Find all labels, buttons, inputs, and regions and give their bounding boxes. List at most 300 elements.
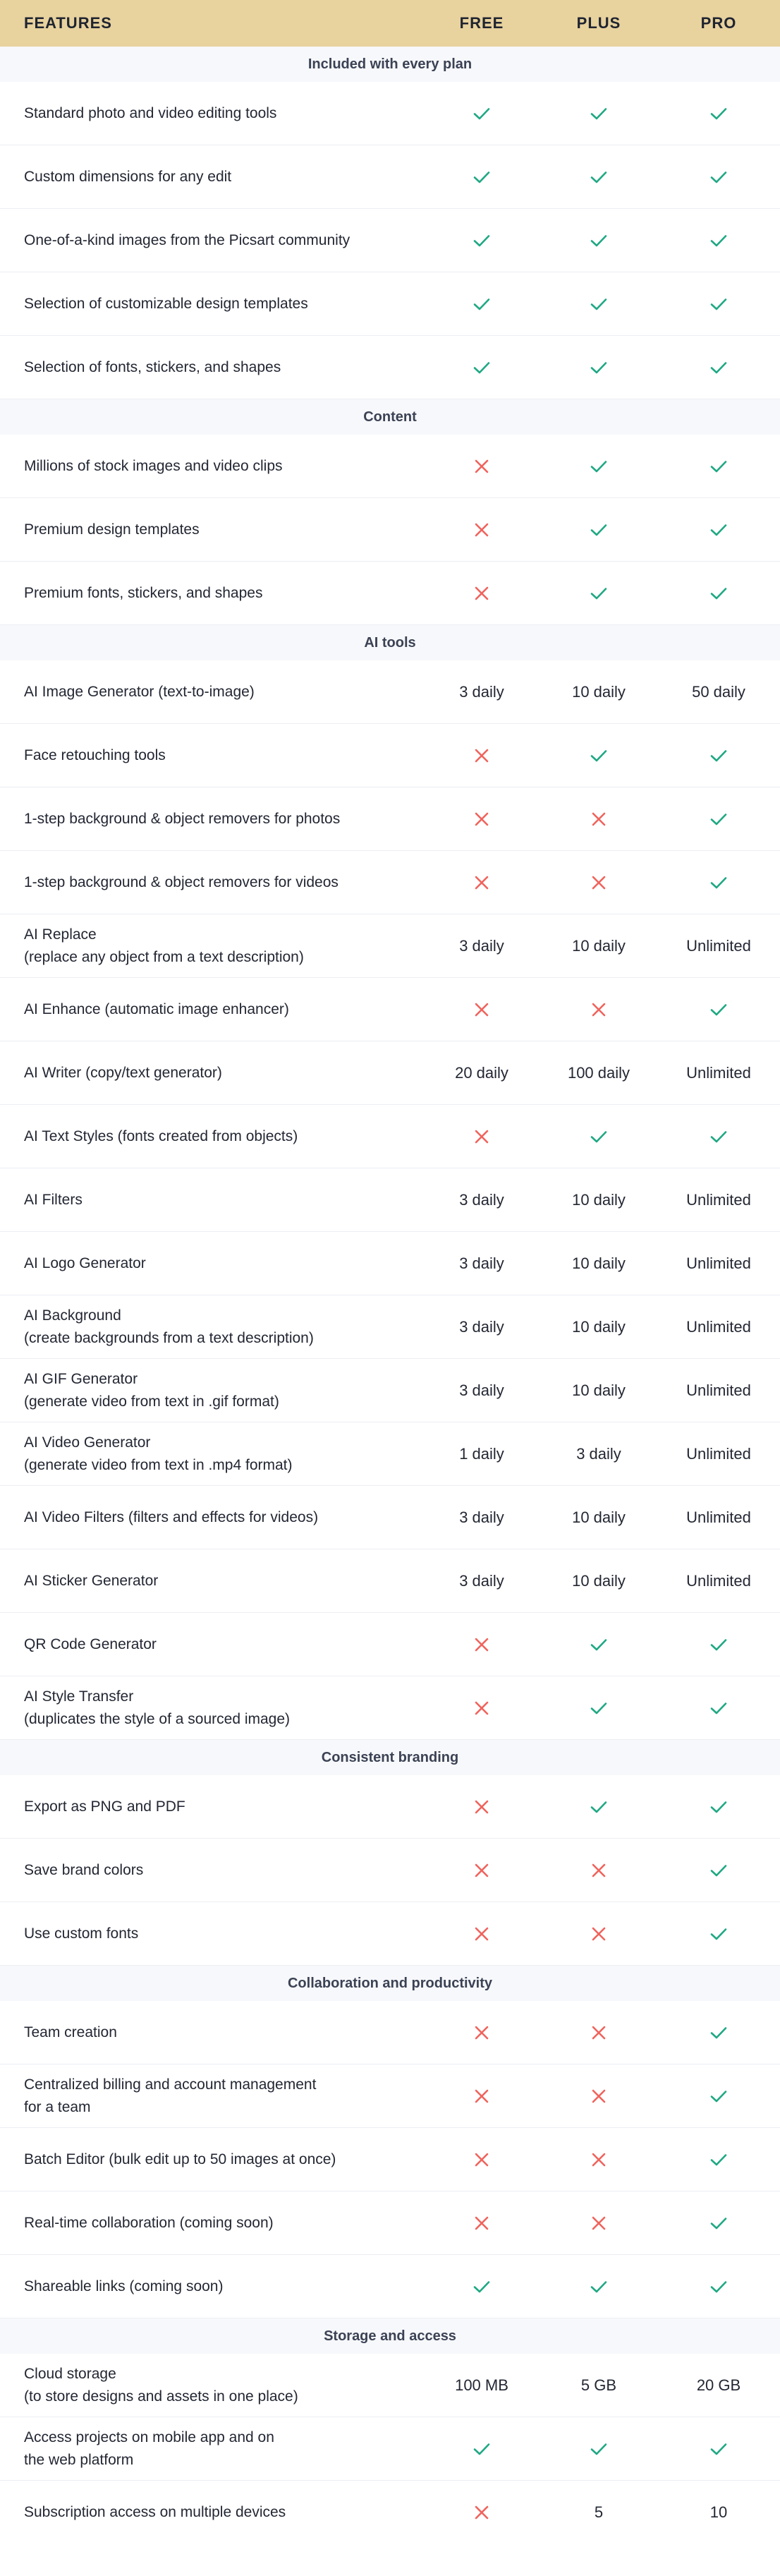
cross-icon	[471, 1796, 492, 1818]
plan-pro-value: Unlimited	[686, 1190, 751, 1209]
check-icon	[588, 357, 609, 378]
cross-icon	[471, 745, 492, 766]
feature-name	[0, 1368, 423, 1413]
feature-line: AI Style Transfer	[24, 1688, 134, 1705]
check-icon	[588, 167, 609, 188]
plan-plus-value: 10 daily	[572, 1508, 626, 1526]
feature-name	[0, 102, 423, 125]
feature-line: Face retouching tools	[24, 746, 166, 763]
table-row	[0, 2354, 780, 2417]
plan-plus-value: 10 daily	[572, 1254, 626, 1272]
check-icon	[588, 103, 609, 124]
check-icon	[657, 230, 780, 251]
table-row	[0, 82, 780, 145]
cross-icon	[588, 872, 609, 893]
header-features: FEATURES	[24, 14, 112, 32]
check-icon	[657, 745, 780, 766]
cross-icon	[588, 809, 609, 830]
feature-line: AI Video Generator	[24, 1434, 151, 1451]
cross-icon	[471, 809, 492, 830]
feature-line: Premium design templates	[24, 521, 200, 538]
feature-line: AI Sticker Generator	[24, 1572, 159, 1589]
check-icon	[708, 2086, 729, 2107]
check-icon	[708, 999, 729, 1020]
check-icon	[708, 2022, 729, 2043]
check-icon	[657, 2276, 780, 2297]
plan-free-value: 100 MB	[455, 2376, 508, 2394]
plan-plus-value: 10 daily	[572, 1381, 626, 1399]
check-icon	[657, 456, 780, 477]
table-row	[0, 498, 780, 562]
feature-name	[0, 808, 423, 830]
check-icon	[657, 1796, 780, 1818]
table-row	[0, 272, 780, 336]
cross-icon	[471, 1860, 492, 1881]
cross-icon	[423, 745, 540, 766]
cross-icon	[588, 1860, 609, 1881]
check-icon	[471, 2276, 492, 2297]
feature-name	[0, 1686, 423, 1731]
check-icon	[657, 2149, 780, 2170]
table-row	[0, 435, 780, 498]
feature-line: AI Background	[24, 1307, 121, 1324]
cross-icon	[471, 2213, 492, 2234]
feature-name	[0, 1189, 423, 1211]
cross-icon	[423, 583, 540, 604]
section-heading: Collaboration and productivity	[0, 1966, 780, 2001]
cross-icon	[471, 2149, 492, 2170]
plan-plus-value: 5 GB	[580, 2376, 617, 2394]
check-icon	[708, 519, 729, 540]
check-icon	[423, 2438, 540, 2460]
check-icon	[657, 167, 780, 188]
feature-line: Cloud storage	[24, 2365, 116, 2382]
plan-free-value: 3 daily	[459, 682, 504, 701]
table-row	[0, 2481, 780, 2544]
table-row	[0, 2255, 780, 2318]
check-icon	[657, 583, 780, 604]
plan-free-value: 3 daily	[459, 1317, 504, 1336]
table-row	[0, 1105, 780, 1168]
cross-icon	[540, 1923, 657, 1945]
plan-free-value: 3 daily	[459, 1190, 504, 1209]
table-row	[0, 978, 780, 1041]
check-icon	[708, 1923, 729, 1945]
feature-line: AI Replace	[24, 926, 97, 943]
section-heading: AI tools	[0, 625, 780, 660]
check-icon	[708, 2149, 729, 2170]
table-row	[0, 209, 780, 272]
check-icon	[657, 357, 780, 378]
plan-free-value: 3 daily	[459, 1254, 504, 1272]
cross-icon	[471, 2502, 492, 2523]
feature-name	[0, 229, 423, 252]
feature-name	[0, 1570, 423, 1592]
check-icon	[540, 583, 657, 604]
plan-plus-value: 10 daily	[572, 1571, 626, 1590]
cross-icon	[540, 809, 657, 830]
feature-line: Selection of customizable design templates	[24, 295, 308, 312]
feature-line: One-of-a-kind images from the Picsart community	[24, 231, 351, 248]
check-icon	[588, 1634, 609, 1655]
feature-name	[0, 924, 423, 969]
feature-line: QR Code Generator	[24, 1635, 157, 1652]
table-row	[0, 1775, 780, 1839]
feature-name	[0, 1305, 423, 1350]
feature-name	[0, 2275, 423, 2298]
cross-icon	[471, 999, 492, 1020]
table-row	[0, 1486, 780, 1549]
feature-line: AI Logo Generator	[24, 1254, 146, 1271]
check-icon	[708, 294, 729, 315]
feature-name	[0, 1062, 423, 1084]
feature-line: Centralized billing and account management	[24, 2076, 317, 2093]
feature-name	[0, 1633, 423, 1656]
table-row	[0, 724, 780, 787]
cross-icon	[423, 1634, 540, 1655]
cross-icon	[471, 1634, 492, 1655]
check-icon	[588, 745, 609, 766]
cross-icon	[423, 2149, 540, 2170]
cross-icon	[471, 456, 492, 477]
cross-icon	[423, 872, 540, 893]
feature-line: Batch Editor (bulk edit up to 50 images at once)	[24, 2151, 336, 2167]
feature-name	[0, 1796, 423, 1818]
table-row	[0, 787, 780, 851]
check-icon	[588, 2438, 609, 2460]
table-row	[0, 851, 780, 914]
check-icon	[423, 230, 540, 251]
plan-plus-value: 10 daily	[572, 1190, 626, 1209]
cross-icon	[423, 809, 540, 830]
check-icon	[540, 456, 657, 477]
cross-icon	[471, 1126, 492, 1147]
check-icon	[423, 103, 540, 124]
plan-free-value: 1 daily	[459, 1444, 504, 1463]
cross-icon	[423, 1126, 540, 1147]
check-icon	[708, 583, 729, 604]
plan-plus-value: 100 daily	[567, 1063, 630, 1082]
check-icon	[588, 230, 609, 251]
check-icon	[708, 357, 729, 378]
table-row	[0, 660, 780, 724]
cross-icon	[423, 1860, 540, 1881]
check-icon	[708, 1796, 729, 1818]
plan-pro-value: Unlimited	[686, 1381, 751, 1399]
check-icon	[708, 1126, 729, 1147]
section-heading: Storage and access	[0, 2318, 780, 2354]
check-icon	[423, 357, 540, 378]
cross-icon	[588, 2213, 609, 2234]
feature-name	[0, 871, 423, 894]
feature-name	[0, 2074, 423, 2119]
feature-line: 1-step background & object removers for videos	[24, 873, 339, 890]
feature-name	[0, 681, 423, 703]
check-icon	[588, 519, 609, 540]
check-icon	[708, 2276, 729, 2297]
check-icon	[540, 230, 657, 251]
feature-line: Save brand colors	[24, 1861, 144, 1878]
feature-line: the web platform	[24, 2451, 134, 2468]
check-icon	[708, 103, 729, 124]
check-icon	[540, 745, 657, 766]
cross-icon	[423, 2213, 540, 2234]
check-icon	[588, 1796, 609, 1818]
cross-icon	[423, 1698, 540, 1719]
check-icon	[588, 456, 609, 477]
check-icon	[540, 1796, 657, 1818]
plan-free-value: 3 daily	[459, 1571, 504, 1590]
cross-icon	[588, 2086, 609, 2107]
check-icon	[657, 519, 780, 540]
plan-pro-value: Unlimited	[686, 1254, 751, 1272]
cross-icon	[588, 2149, 609, 2170]
cross-icon	[540, 2149, 657, 2170]
check-icon	[708, 1860, 729, 1881]
check-icon	[471, 294, 492, 315]
table-row	[0, 1839, 780, 1902]
cross-icon	[471, 872, 492, 893]
check-icon	[708, 745, 729, 766]
check-icon	[588, 1698, 609, 1719]
check-icon	[471, 2438, 492, 2460]
feature-name	[0, 455, 423, 478]
table-row	[0, 2191, 780, 2255]
feature-line: Team creation	[24, 2024, 117, 2040]
cross-icon	[423, 2502, 540, 2523]
table-row	[0, 1168, 780, 1232]
check-icon	[423, 294, 540, 315]
feature-line: AI Video Filters (filters and effects for videos)	[24, 1508, 319, 1525]
check-icon	[708, 1634, 729, 1655]
cross-icon	[540, 1860, 657, 1881]
table-row	[0, 1359, 780, 1422]
cross-icon	[423, 1923, 540, 1945]
table-row	[0, 145, 780, 209]
check-icon	[657, 2086, 780, 2107]
plan-pro-value: Unlimited	[686, 1317, 751, 1336]
feature-line: Custom dimensions for any edit	[24, 168, 232, 185]
table-row	[0, 1549, 780, 1613]
feature-name	[0, 744, 423, 767]
check-icon	[657, 103, 780, 124]
cross-icon	[423, 1796, 540, 1818]
check-icon	[708, 872, 729, 893]
feature-line: AI Text Styles (fonts created from objects)	[24, 1127, 298, 1144]
table-row	[0, 2064, 780, 2128]
cross-icon	[471, 2086, 492, 2107]
header-pro: PRO	[700, 14, 737, 32]
feature-line: (generate video from text in .mp4 format)	[24, 1456, 293, 1473]
feature-name	[0, 519, 423, 541]
feature-line: AI GIF Generator	[24, 1370, 138, 1387]
feature-line: Use custom fonts	[24, 1925, 139, 1942]
feature-line: (replace any object from a text description)	[24, 948, 304, 965]
feature-line: (create backgrounds from a text description)	[24, 1329, 314, 1346]
feature-line: for a team	[24, 2098, 91, 2115]
cross-icon	[540, 2022, 657, 2043]
cross-icon	[423, 999, 540, 1020]
cross-icon	[540, 999, 657, 1020]
plan-plus-value: 3 daily	[576, 1444, 621, 1463]
feature-name	[0, 356, 423, 379]
feature-name	[0, 2363, 423, 2408]
check-icon	[423, 2276, 540, 2297]
table-row	[0, 1422, 780, 1486]
plan-free-value: 20 daily	[455, 1063, 508, 1082]
table-row	[0, 562, 780, 625]
feature-line: (duplicates the style of a sourced image)	[24, 1710, 291, 1727]
check-icon	[708, 2438, 729, 2460]
feature-name	[0, 293, 423, 315]
check-icon	[657, 809, 780, 830]
plan-plus-value: 10 daily	[572, 1317, 626, 1336]
check-icon	[657, 2022, 780, 2043]
check-icon	[708, 230, 729, 251]
check-icon	[708, 809, 729, 830]
feature-line: Shareable links (coming soon)	[24, 2278, 224, 2294]
check-icon	[657, 1126, 780, 1147]
feature-name	[0, 1506, 423, 1529]
cross-icon	[540, 2213, 657, 2234]
plan-plus-value: 10 daily	[572, 682, 626, 701]
feature-name	[0, 2021, 423, 2044]
plan-free-value: 3 daily	[459, 936, 504, 955]
section-heading: Content	[0, 399, 780, 435]
cross-icon	[471, 1698, 492, 1719]
feature-line: Millions of stock images and video clips	[24, 457, 283, 474]
check-icon	[540, 1126, 657, 1147]
cross-icon	[588, 2022, 609, 2043]
table-row	[0, 2001, 780, 2064]
feature-name	[0, 2501, 423, 2524]
plan-pro-value: 20 GB	[696, 2376, 741, 2394]
check-icon	[423, 167, 540, 188]
feature-line: Subscription access on multiple devices	[24, 2504, 286, 2520]
check-icon	[657, 2213, 780, 2234]
table-row	[0, 1295, 780, 1359]
header-plus: PLUS	[576, 14, 621, 32]
check-icon	[471, 357, 492, 378]
check-icon	[708, 167, 729, 188]
section-heading: Consistent branding	[0, 1740, 780, 1775]
cross-icon	[423, 519, 540, 540]
plan-pro-value: 10	[709, 2503, 728, 2521]
check-icon	[657, 2438, 780, 2460]
feature-line: (generate video from text in .gif format)	[24, 1393, 279, 1410]
plan-pro-value: 50 daily	[692, 682, 745, 701]
cross-icon	[471, 519, 492, 540]
cross-icon	[540, 872, 657, 893]
feature-name	[0, 2426, 423, 2472]
check-icon	[540, 167, 657, 188]
table-body	[0, 47, 780, 2544]
plan-pro-value: Unlimited	[686, 1063, 751, 1082]
plan-free-value: 3 daily	[459, 1508, 504, 1526]
feature-name	[0, 582, 423, 605]
table-row	[0, 1613, 780, 1676]
feature-line: Standard photo and video editing tools	[24, 104, 277, 121]
feature-line: Premium fonts, stickers, and shapes	[24, 584, 263, 601]
check-icon	[471, 230, 492, 251]
check-icon	[657, 1923, 780, 1945]
table-row	[0, 2128, 780, 2191]
cross-icon	[471, 1923, 492, 1945]
check-icon	[588, 1126, 609, 1147]
plan-free-value: 3 daily	[459, 1381, 504, 1399]
feature-line: AI Filters	[24, 1191, 83, 1208]
table-row	[0, 336, 780, 399]
cross-icon	[423, 456, 540, 477]
feature-name	[0, 1923, 423, 1945]
cross-icon	[588, 999, 609, 1020]
feature-name	[0, 166, 423, 188]
check-icon	[540, 294, 657, 315]
check-icon	[588, 294, 609, 315]
section-heading: Included with every plan	[0, 47, 780, 82]
cross-icon	[423, 2086, 540, 2107]
feature-line: AI Writer (copy/text generator)	[24, 1064, 222, 1081]
feature-line: Export as PNG and PDF	[24, 1798, 185, 1815]
table-row	[0, 1041, 780, 1105]
feature-name	[0, 2212, 423, 2235]
plan-plus-value: 10 daily	[572, 936, 626, 955]
feature-name	[0, 998, 423, 1021]
check-icon	[540, 1634, 657, 1655]
check-icon	[657, 1860, 780, 1881]
check-icon	[471, 103, 492, 124]
check-icon	[708, 1698, 729, 1719]
feature-name	[0, 1432, 423, 1477]
check-icon	[471, 167, 492, 188]
check-icon	[588, 583, 609, 604]
check-icon	[657, 1698, 780, 1719]
check-icon	[657, 1634, 780, 1655]
plan-pro-value: Unlimited	[686, 1508, 751, 1526]
feature-line: 1-step background & object removers for photos	[24, 810, 341, 827]
feature-line: Selection of fonts, stickers, and shapes	[24, 358, 281, 375]
table-row	[0, 914, 780, 978]
table-row	[0, 1902, 780, 1966]
feature-line: AI Image Generator (text-to-image)	[24, 683, 255, 700]
table-row	[0, 2417, 780, 2481]
check-icon	[708, 2213, 729, 2234]
check-icon	[657, 872, 780, 893]
check-icon	[540, 519, 657, 540]
plan-pro-value: Unlimited	[686, 1444, 751, 1463]
cross-icon	[471, 583, 492, 604]
feature-line: Access projects on mobile app and on	[24, 2429, 274, 2445]
table-header	[0, 0, 780, 47]
feature-name	[0, 1252, 423, 1275]
feature-line: AI Enhance (automatic image enhancer)	[24, 1000, 289, 1017]
cross-icon	[540, 2086, 657, 2107]
plan-pro-value: Unlimited	[686, 1571, 751, 1590]
check-icon	[540, 1698, 657, 1719]
cross-icon	[471, 2022, 492, 2043]
cross-icon	[588, 1923, 609, 1945]
feature-name	[0, 1125, 423, 1148]
check-icon	[708, 456, 729, 477]
plan-plus-value: 5	[594, 2503, 604, 2521]
check-icon	[540, 2276, 657, 2297]
feature-name	[0, 1859, 423, 1882]
check-icon	[540, 2438, 657, 2460]
header-free: FREE	[459, 14, 504, 32]
table-row	[0, 1676, 780, 1740]
feature-name	[0, 2148, 423, 2171]
check-icon	[540, 103, 657, 124]
